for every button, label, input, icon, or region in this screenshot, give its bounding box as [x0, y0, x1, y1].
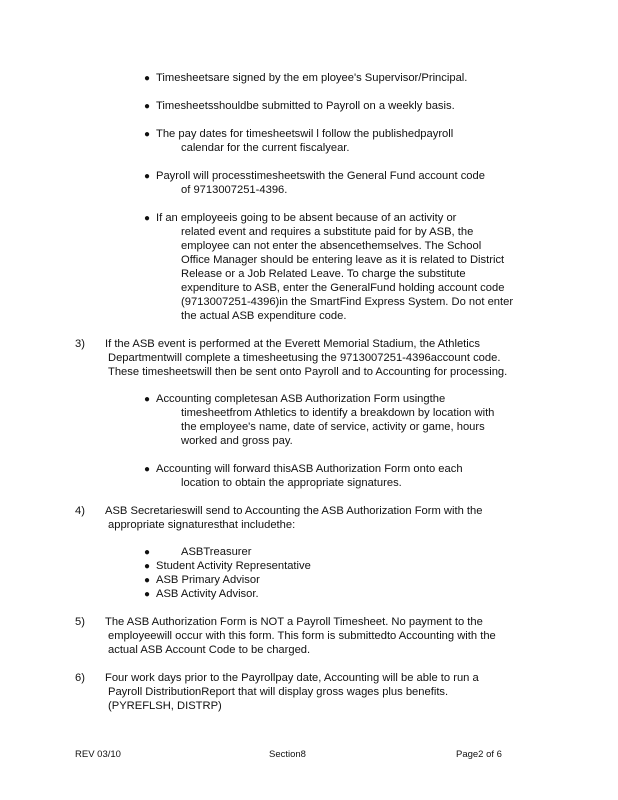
s4-bullet-1: ASBTreasurer	[181, 546, 252, 558]
item-3-line-1: The pay dates for timesheetswil l follow the publishedpayroll	[156, 128, 454, 140]
item-5-line-3: employee can not enter the absencethemselves. The School	[181, 240, 482, 252]
item-1-line-1: Timesheetsare signed by the em ployee's Supervisor/Principal.	[156, 72, 468, 84]
section-4-line-1: ASB Secretarieswill send to Accounting the ASB Authorization Form with the	[105, 505, 483, 517]
item-4-line-1: Payroll will processtimesheetswith the General Fund account code	[156, 170, 485, 182]
item-5-line-5: Release or a Job Related Leave. To charge the substitute	[181, 268, 466, 280]
s3-bullet-2-line-2: location to obtain the appropriate signatures.	[181, 477, 402, 489]
section-3-line-1: If the ASB event is performed at the Everett Memorial Stadium, the Athletics	[105, 338, 480, 350]
section-4-line-2: appropriate signaturesthat includethe:	[108, 519, 296, 531]
section-6-line-1: Four work days prior to the Payrollpay date, Accounting will be able to run a	[105, 672, 479, 684]
bullet-icon: ●	[144, 589, 151, 600]
section-6-line-3: (PYREFLSH, DISTRP)	[108, 700, 222, 712]
s3-bullet-2-line-1: Accounting will forward thisASB Authorization Form onto each	[156, 463, 463, 475]
item-5-line-6: expenditure to ASB, enter the GeneralFund holding account code	[181, 282, 505, 294]
bullet-icon: ●	[144, 561, 151, 572]
bullet-icon: ●	[144, 547, 151, 558]
s3-bullet-1-line-2: timesheetfrom Athletics to identify a breakdown by location with	[181, 407, 495, 419]
item-2-line-1: Timesheetsshouldbe submitted to Payroll on a weekly basis.	[156, 100, 455, 112]
section-5-number: 5)	[75, 616, 85, 628]
s4-bullet-3: ASB Primary Advisor	[156, 574, 260, 586]
bullet-icon: ●	[144, 101, 151, 112]
section-3-number: 3)	[75, 338, 85, 350]
bullet-icon: ●	[144, 73, 151, 84]
item-5-line-7: (9713007251-4396)in the SmartFind Express System. Do not enter	[181, 296, 514, 308]
footer-section: Section8	[269, 749, 306, 760]
bullet-icon: ●	[144, 394, 151, 405]
bullet-icon: ●	[144, 213, 151, 224]
s3-bullet-1-line-3: the employee's name, date of service, activity or game, hours	[181, 421, 485, 433]
section-6-line-2: Payroll DistributionReport that will display gross wages plus benefits.	[108, 686, 449, 698]
item-5-line-1: If an employeeis going to be absent because of an activity or	[156, 212, 457, 224]
item-5-line-2: related event and requires a substitute paid for by ASB, the	[181, 226, 474, 238]
s3-bullet-1-line-1: Accounting completesan ASB Authorization Form usingthe	[156, 393, 446, 405]
section-5-line-2: employeewill occur with this form. This form is submittedto Accounting with the	[108, 630, 496, 642]
section-3-line-2: Departmentwill complete a timesheetusing the 9713007251-4396account code.	[108, 352, 501, 364]
s4-bullet-2: Student Activity Representative	[156, 560, 311, 572]
bullet-icon: ●	[144, 129, 151, 140]
s3-bullet-1-line-4: worked and gross pay.	[181, 435, 293, 447]
bullet-icon: ●	[144, 171, 151, 182]
footer-page-number: Page2 of 6	[456, 749, 502, 760]
bullet-icon: ●	[144, 464, 151, 475]
section-5-line-3: actual ASB Account Code to be charged.	[108, 644, 311, 656]
section-6-number: 6)	[75, 672, 85, 684]
bullet-icon: ●	[144, 575, 151, 586]
item-4-line-2: of 9713007251-4396.	[181, 184, 288, 196]
section-3-line-3: These timesheetswill then be sent onto Payroll and to Accounting for processing.	[108, 366, 508, 378]
s4-bullet-4: ASB Activity Advisor.	[156, 588, 259, 600]
item-5-line-4: Office Manager should be entering leave as it is related to District	[181, 254, 505, 266]
item-5-line-8: the actual ASB expenditure code.	[181, 310, 347, 322]
section-5-line-1: The ASB Authorization Form is NOT a Payroll Timesheet. No payment to the	[105, 616, 483, 628]
section-4-number: 4)	[75, 505, 85, 517]
footer-revision: REV 03/10	[75, 749, 121, 760]
item-3-line-2: calendar for the current fiscalyear.	[181, 142, 350, 154]
